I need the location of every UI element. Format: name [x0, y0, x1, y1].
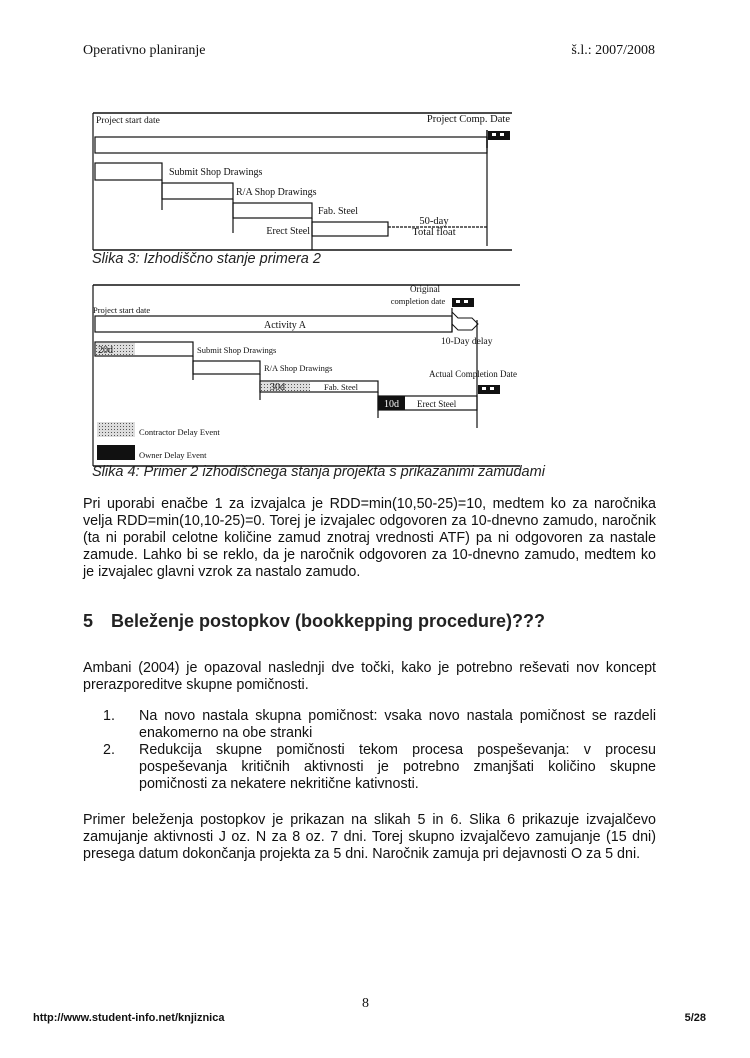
section-heading: [83, 611, 545, 632]
paragraph-ambani: Ambani (2004) je opazoval naslednji dve točki, kako je potrebno reševati nov koncept prerazporeditve skupne pomičnosti.: [83, 660, 656, 693]
fig4-original-2: completion date: [390, 296, 446, 306]
legend-contractor-swatch: [97, 422, 135, 437]
list-item: [103, 708, 656, 742]
fig3-float-1: 50-day: [419, 216, 449, 227]
list-number: 1.: [103, 708, 115, 724]
page-number: 8: [362, 996, 369, 1011]
list: [103, 708, 656, 793]
fig3-project-comp: Project Comp. Date: [426, 114, 510, 125]
fig4-erect: Erect Steel: [417, 399, 457, 409]
fig4-actual: Actual Completion Date: [429, 369, 517, 379]
fig4-project-start: Project start date: [93, 305, 151, 315]
fig3-float-2: Total float: [412, 227, 456, 238]
header-year: š.l.: 2007/2008: [571, 43, 655, 58]
fig3-fab: Fab. Steel: [318, 206, 358, 217]
footer-page-count: 5/28: [684, 1012, 706, 1024]
fig4-submit: Submit Shop Drawings: [197, 345, 277, 355]
header-title: Operativno planiranje: [83, 43, 206, 58]
fig3-ra: R/A Shop Drawings: [236, 187, 317, 198]
fig4-30d: 30d: [270, 382, 285, 393]
fig3-submit: Submit Shop Drawings: [169, 167, 263, 178]
section-number: 5: [83, 611, 94, 631]
actual-completion-flag-icon: [478, 385, 500, 394]
figure-3-diagram: [0, 0, 750, 500]
contractor-delay-30d: [261, 382, 310, 391]
fig4-ra: R/A Shop Drawings: [264, 363, 333, 373]
fig4-activity-a: Activity A: [264, 320, 306, 331]
fig4-10d: 10d: [384, 399, 399, 410]
fig4-fab: Fab. Steel: [324, 382, 358, 392]
fig3-erect: Erect Steel: [266, 226, 310, 237]
paragraph-rdd: Pri uporabi enačbe 1 za izvajalca je RDD=min(10,50-25)=10, medtem ko za naročnika velja RDD=min(10,10-25)=0. Torej je izvajalec odgovoren za 10-dnevno zamudo, naročnik (ta ni porabil celotne količine zamud znotraj vrednosti ATF) pa ni odgovoren za nastale zamude. Lahko bi se reklo, da je naročnik odgovoren za 10-dnevno zamudo, medtem ko je izvajalec glavni vzrok za nastalo zamudo.: [83, 496, 656, 580]
footer-url[interactable]: http://www.student-info.net/knjiznica: [33, 1012, 225, 1024]
list-text: Redukcija skupne pomičnosti tekom procesa pospeševanja: v procesu pospeševanja kritičnih aktivnosti je potrebno zmanjšati količino skupne pomičnosti za nekatere nekritične kativnosti.: [139, 742, 656, 792]
list-item: [103, 742, 656, 793]
figure-4-caption: Slika 4: Primer 2 izhodiščnega stanja projekta s prikazanimi zamudami: [92, 464, 545, 480]
list-text: Na novo nastala skupna pomičnost: vsaka novo nastala pomičnost se razdeli enakomerno na obe stranki: [139, 708, 656, 741]
fig3-project-start: Project start date: [96, 116, 160, 126]
list-number: 2.: [103, 742, 115, 758]
figure-3-caption: Slika 3: Izhodiščno stanje primera 2: [92, 251, 321, 267]
legend-owner-swatch: [97, 445, 135, 460]
legend-contractor: Contractor Delay Event: [139, 427, 220, 437]
legend-owner: Owner Delay Event: [139, 450, 207, 460]
paragraph-example: Primer beleženja postopkov je prikazan na slikah 5 in 6. Slika 6 prikazuje izvajalčevo zamujanje aktivnosti J oz. N za 8 oz. 7 dni. Torej skupno izvajalčevo zamujanje (15 dni) presega datum dokončanja projekta za 5 dni. Naročnik zamuja pri dejavnosti O za 5 dni.: [83, 812, 656, 862]
fig4-original-1: Original: [410, 284, 440, 294]
fig4-20d: 20d: [98, 345, 113, 356]
finish-flag-icon: [487, 130, 510, 148]
original-completion-flag-icon: [452, 298, 474, 307]
section-title: Beleženje postopkov (bookkepping procedure)???: [111, 611, 546, 631]
fig4-delay: 10-Day delay: [441, 337, 493, 347]
